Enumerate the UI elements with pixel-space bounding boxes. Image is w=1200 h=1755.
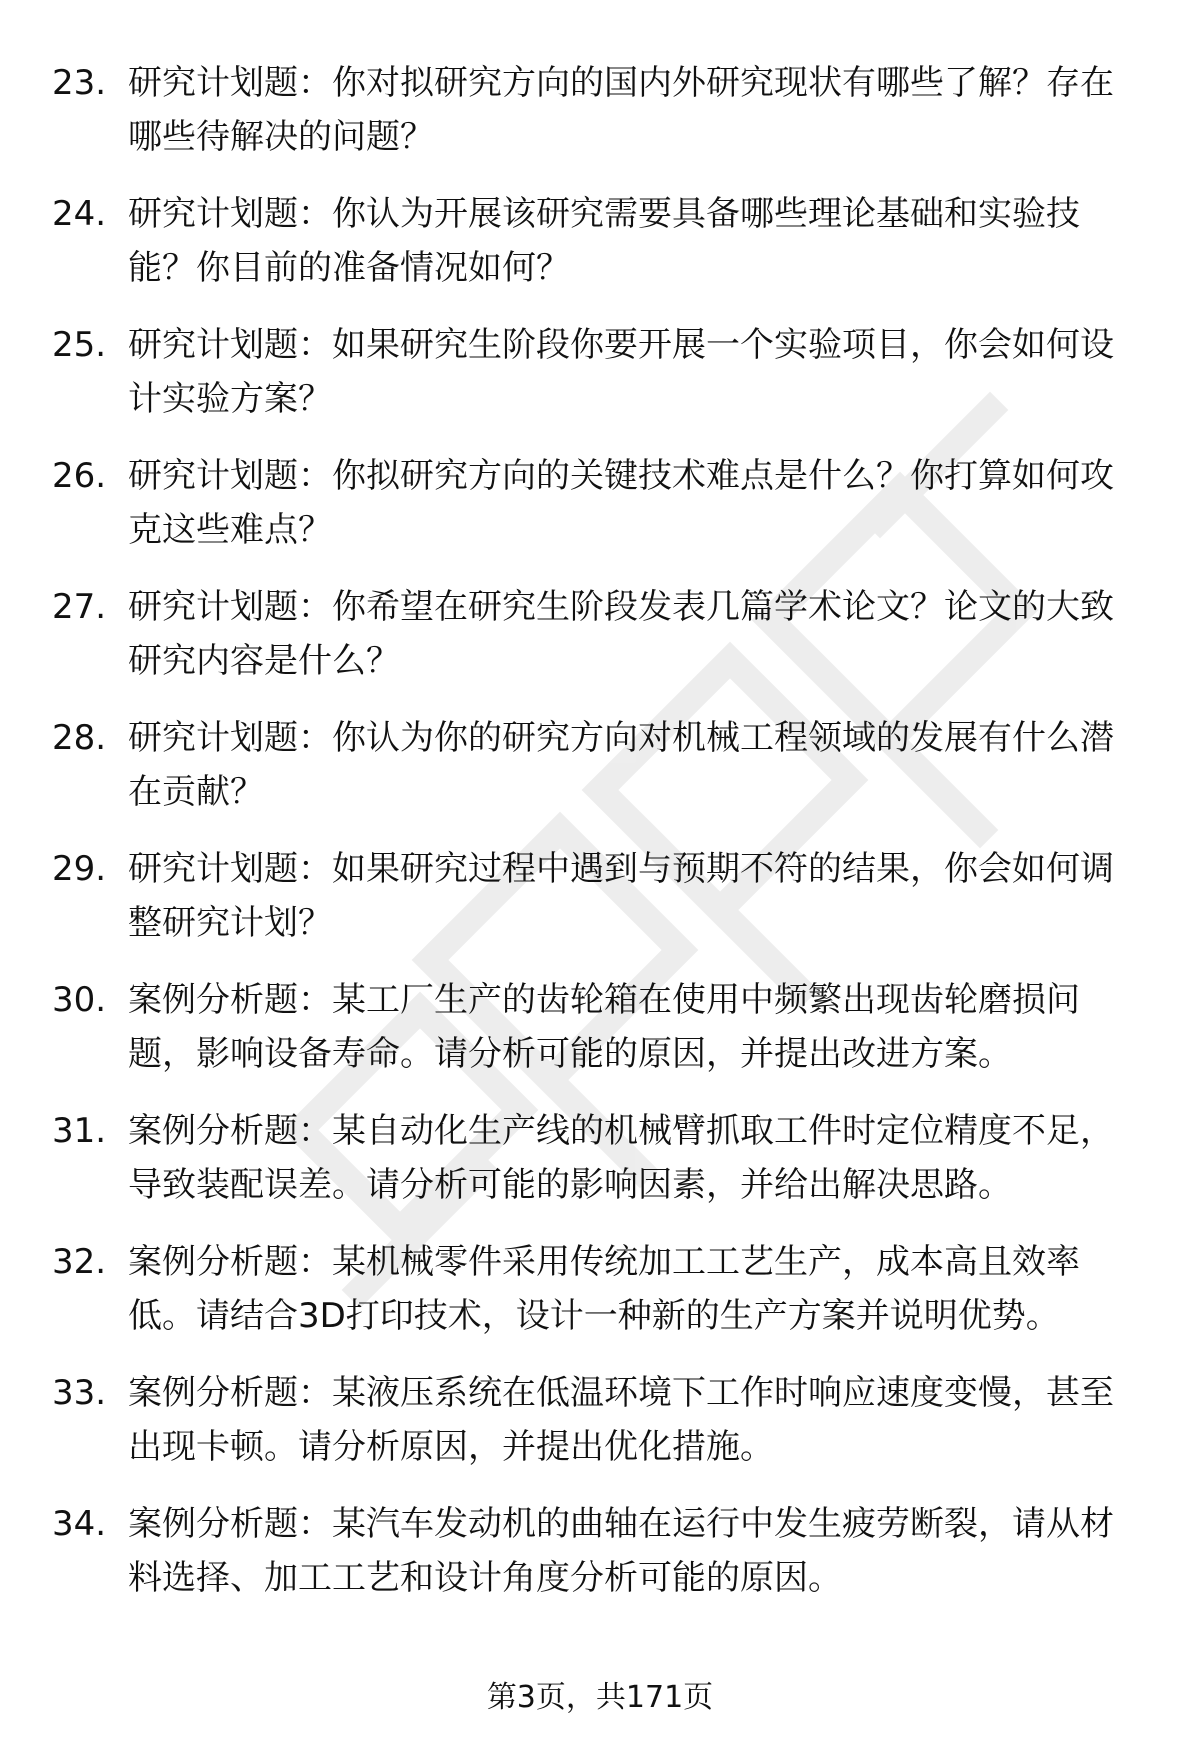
question-text: 案例分析题：某工厂生产的齿轮箱在使用中频繁出现齿轮磨损问题，影响设备寿命。请分析可能的原因，并提出改进方案。	[128, 980, 1080, 1074]
question-number: 32.	[52, 1242, 107, 1282]
question-text: 研究计划题：你认为开展该研究需要具备哪些理论基础和实验技能？你目前的准备情况如何？	[128, 194, 1080, 288]
question-text: 案例分析题：某液压系统在低温环境下工作时响应速度变慢，甚至出现卡顿。请分析原因，并提出优化措施。	[128, 1373, 1114, 1467]
question-text: 研究计划题：如果研究过程中遇到与预期不符的结果，你会如何调整研究计划？	[128, 849, 1114, 943]
question-item	[0, 1497, 1200, 1628]
question-number: 27.	[52, 587, 107, 627]
question-number: 25.	[52, 325, 107, 365]
question-text: 案例分析题：某自动化生产线的机械臂抓取工件时定位精度不足，导致装配误差。请分析可能的影响因素，并给出解决思路。	[128, 1111, 1114, 1205]
question-item	[0, 973, 1200, 1104]
question-text: 研究计划题：你对拟研究方向的国内外研究现状有哪些了解？存在哪些待解决的问题？	[128, 63, 1114, 157]
question-item	[0, 187, 1200, 318]
question-text: 研究计划题：你认为你的研究方向对机械工程领域的发展有什么潜在贡献？	[128, 718, 1114, 812]
question-list	[0, 56, 1200, 1628]
question-text: 研究计划题：你希望在研究生阶段发表几篇学术论文？论文的大致研究内容是什么？	[128, 587, 1114, 681]
question-item	[0, 1366, 1200, 1497]
question-item	[0, 449, 1200, 580]
page-footer: 第3页，共171页	[486, 1680, 714, 1715]
question-item	[0, 56, 1200, 187]
question-item	[0, 318, 1200, 449]
question-number: 31.	[52, 1111, 107, 1151]
question-item	[0, 1235, 1200, 1366]
question-number: 23.	[52, 63, 107, 103]
question-number: 24.	[52, 194, 107, 234]
question-number: 30.	[52, 980, 107, 1020]
question-number: 33.	[52, 1373, 107, 1413]
question-text: 研究计划题：如果研究生阶段你要开展一个实验项目，你会如何设计实验方案？	[128, 325, 1114, 419]
question-number: 34.	[52, 1504, 107, 1544]
question-number: 26.	[52, 456, 107, 496]
question-item	[0, 711, 1200, 842]
question-text: 研究计划题：你拟研究方向的关键技术难点是什么？你打算如何攻克这些难点？	[128, 456, 1114, 550]
question-item	[0, 842, 1200, 973]
question-text: 案例分析题：某机械零件采用传统加工工艺生产，成本高且效率低。请结合3D打印技术，设计一种新的生产方案并说明优势。	[128, 1242, 1080, 1336]
question-item	[0, 1104, 1200, 1235]
question-text: 案例分析题：某汽车发动机的曲轴在运行中发生疲劳断裂，请从材料选择、加工工艺和设计角度分析可能的原因。	[128, 1504, 1114, 1598]
question-number: 28.	[52, 718, 107, 758]
question-number: 29.	[52, 849, 107, 889]
question-item	[0, 580, 1200, 711]
